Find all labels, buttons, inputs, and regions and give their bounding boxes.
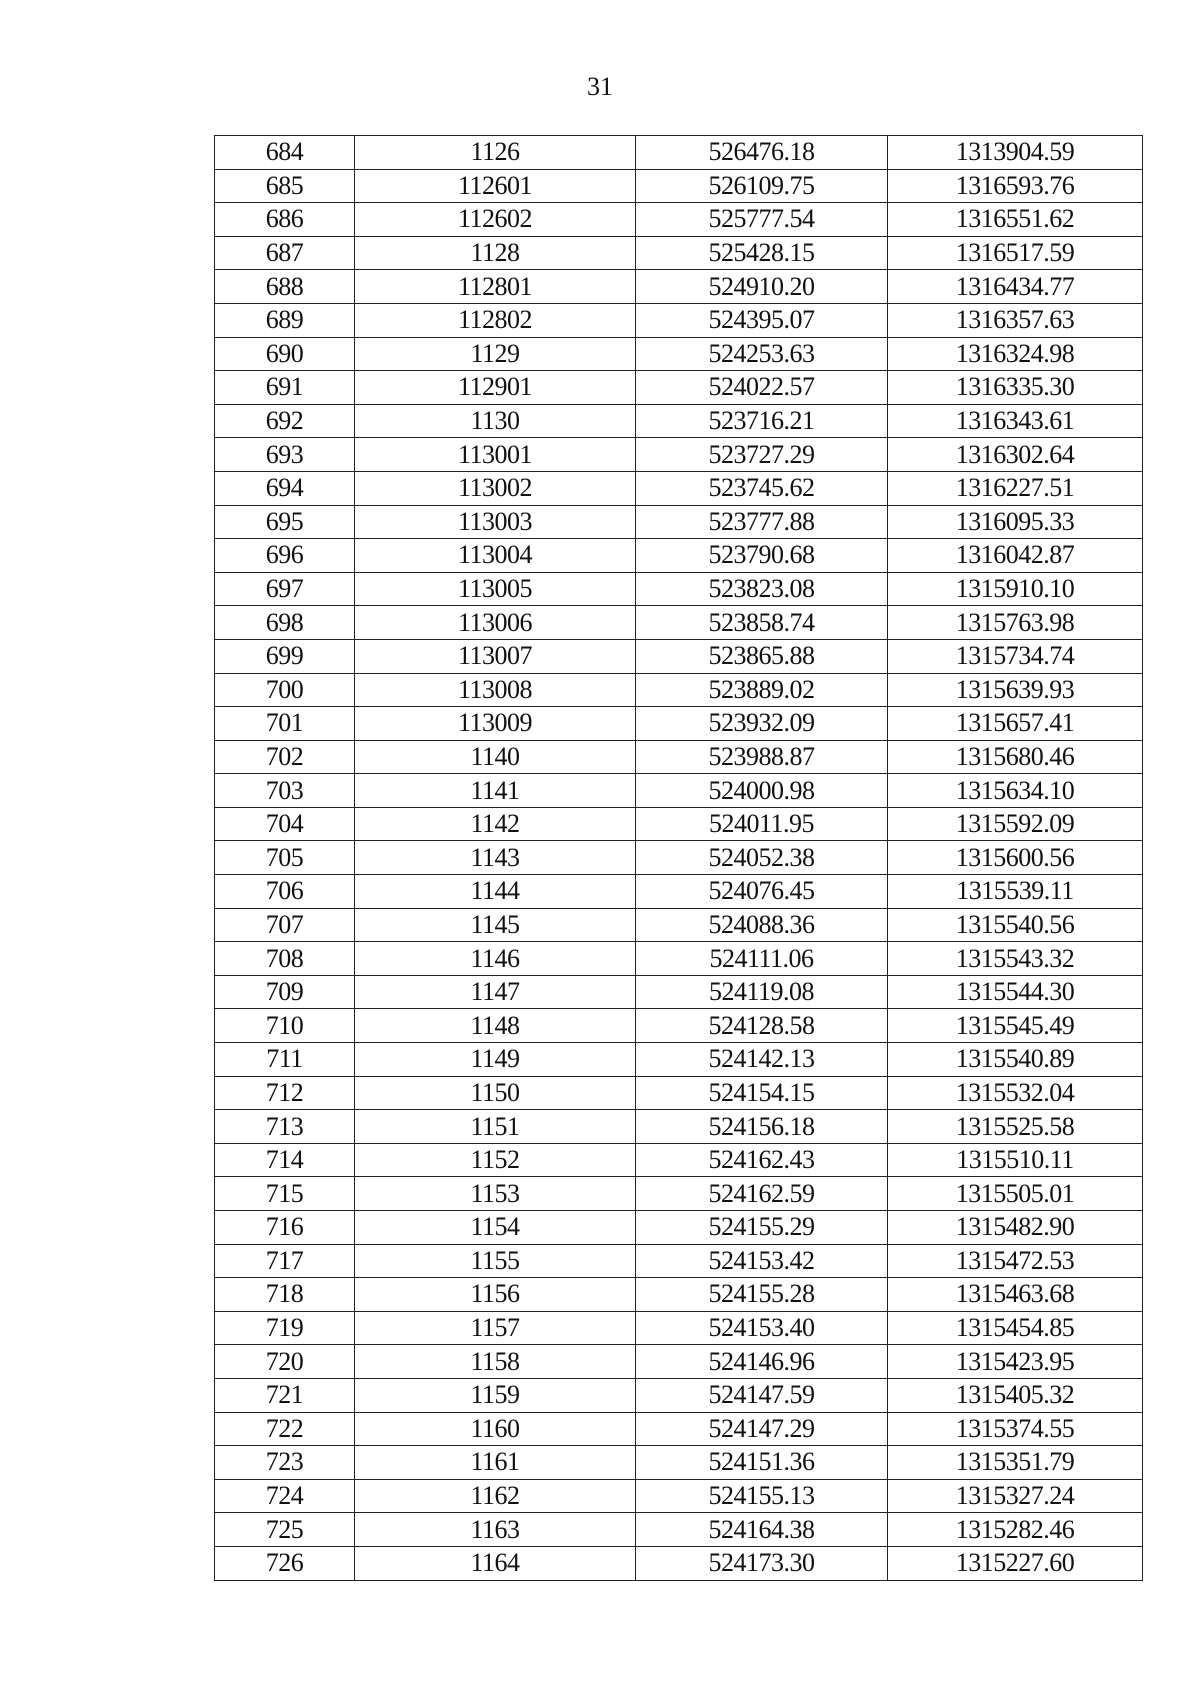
- x-coordinate-cell: 523988.87: [636, 740, 888, 774]
- row-number-cell: 693: [215, 438, 355, 472]
- row-number-cell: 696: [215, 539, 355, 573]
- x-coordinate-cell: 523777.88: [636, 505, 888, 539]
- row-number-cell: 690: [215, 337, 355, 371]
- table-row: [215, 203, 1143, 237]
- point-id-cell: 1160: [355, 1412, 636, 1446]
- table-row: [215, 1043, 1143, 1077]
- y-coordinate-cell: 1315405.32: [888, 1378, 1143, 1412]
- x-coordinate-cell: 524011.95: [636, 807, 888, 841]
- row-number-cell: 694: [215, 471, 355, 505]
- row-number-cell: 715: [215, 1177, 355, 1211]
- table-row: [215, 1278, 1143, 1312]
- x-coordinate-cell: 524142.13: [636, 1043, 888, 1077]
- x-coordinate-cell: 524173.30: [636, 1546, 888, 1580]
- table-row: [215, 942, 1143, 976]
- table-row: [215, 169, 1143, 203]
- x-coordinate-cell: 524111.06: [636, 942, 888, 976]
- y-coordinate-cell: 1315657.41: [888, 707, 1143, 741]
- row-number-cell: 685: [215, 169, 355, 203]
- x-coordinate-cell: 524153.40: [636, 1311, 888, 1345]
- x-coordinate-cell: 523727.29: [636, 438, 888, 472]
- y-coordinate-cell: 1315540.89: [888, 1043, 1143, 1077]
- row-number-cell: 684: [215, 136, 355, 170]
- row-number-cell: 720: [215, 1345, 355, 1379]
- row-number-cell: 699: [215, 639, 355, 673]
- row-number-cell: 700: [215, 673, 355, 707]
- table-row: [215, 975, 1143, 1009]
- row-number-cell: 704: [215, 807, 355, 841]
- point-id-cell: 1154: [355, 1211, 636, 1245]
- x-coordinate-cell: 523823.08: [636, 572, 888, 606]
- table-row: [215, 807, 1143, 841]
- table-row: [215, 1546, 1143, 1580]
- point-id-cell: 113007: [355, 639, 636, 673]
- point-id-cell: 113006: [355, 606, 636, 640]
- y-coordinate-cell: 1315525.58: [888, 1110, 1143, 1144]
- table-row: [215, 673, 1143, 707]
- y-coordinate-cell: 1315540.56: [888, 908, 1143, 942]
- x-coordinate-cell: 526109.75: [636, 169, 888, 203]
- y-coordinate-cell: 1316517.59: [888, 236, 1143, 270]
- y-coordinate-cell: 1315680.46: [888, 740, 1143, 774]
- table-row: [215, 236, 1143, 270]
- x-coordinate-cell: 524119.08: [636, 975, 888, 1009]
- point-id-cell: 1159: [355, 1378, 636, 1412]
- x-coordinate-cell: 524146.96: [636, 1345, 888, 1379]
- row-number-cell: 706: [215, 875, 355, 909]
- row-number-cell: 714: [215, 1143, 355, 1177]
- row-number-cell: 719: [215, 1311, 355, 1345]
- table-row: [215, 908, 1143, 942]
- x-coordinate-cell: 524154.15: [636, 1076, 888, 1110]
- table-row: [215, 1244, 1143, 1278]
- table-row: [215, 1513, 1143, 1547]
- table-row: [215, 1009, 1143, 1043]
- y-coordinate-cell: 1315910.10: [888, 572, 1143, 606]
- point-id-cell: 1130: [355, 404, 636, 438]
- table-row: [215, 572, 1143, 606]
- row-number-cell: 708: [215, 942, 355, 976]
- row-number-cell: 695: [215, 505, 355, 539]
- row-number-cell: 723: [215, 1446, 355, 1480]
- point-id-cell: 1156: [355, 1278, 636, 1312]
- y-coordinate-cell: 1313904.59: [888, 136, 1143, 170]
- y-coordinate-cell: 1315639.93: [888, 673, 1143, 707]
- point-id-cell: 1153: [355, 1177, 636, 1211]
- row-number-cell: 697: [215, 572, 355, 606]
- table-row: [215, 539, 1143, 573]
- y-coordinate-cell: 1316095.33: [888, 505, 1143, 539]
- y-coordinate-cell: 1315734.74: [888, 639, 1143, 673]
- point-id-cell: 1140: [355, 740, 636, 774]
- coordinates-table-body: [215, 136, 1143, 1581]
- point-id-cell: 112801: [355, 270, 636, 304]
- row-number-cell: 686: [215, 203, 355, 237]
- table-row: [215, 1110, 1143, 1144]
- point-id-cell: 1152: [355, 1143, 636, 1177]
- table-row: [215, 841, 1143, 875]
- y-coordinate-cell: 1315227.60: [888, 1546, 1143, 1580]
- x-coordinate-cell: 524253.63: [636, 337, 888, 371]
- x-coordinate-cell: 526476.18: [636, 136, 888, 170]
- table-row: [215, 639, 1143, 673]
- x-coordinate-cell: 524910.20: [636, 270, 888, 304]
- table-row: [215, 404, 1143, 438]
- row-number-cell: 702: [215, 740, 355, 774]
- row-number-cell: 698: [215, 606, 355, 640]
- x-coordinate-cell: 524153.42: [636, 1244, 888, 1278]
- x-coordinate-cell: 525428.15: [636, 236, 888, 270]
- row-number-cell: 718: [215, 1278, 355, 1312]
- point-id-cell: 1164: [355, 1546, 636, 1580]
- point-id-cell: 113004: [355, 539, 636, 573]
- point-id-cell: 1147: [355, 975, 636, 1009]
- point-id-cell: 112601: [355, 169, 636, 203]
- x-coordinate-cell: 524395.07: [636, 303, 888, 337]
- x-coordinate-cell: 524076.45: [636, 875, 888, 909]
- x-coordinate-cell: 523716.21: [636, 404, 888, 438]
- y-coordinate-cell: 1315532.04: [888, 1076, 1143, 1110]
- point-id-cell: 1141: [355, 774, 636, 808]
- x-coordinate-cell: 524155.13: [636, 1479, 888, 1513]
- y-coordinate-cell: 1315327.24: [888, 1479, 1143, 1513]
- x-coordinate-cell: 524162.43: [636, 1143, 888, 1177]
- table-row: [215, 606, 1143, 640]
- row-number-cell: 721: [215, 1378, 355, 1412]
- point-id-cell: 1148: [355, 1009, 636, 1043]
- point-id-cell: 1162: [355, 1479, 636, 1513]
- y-coordinate-cell: 1315539.11: [888, 875, 1143, 909]
- x-coordinate-cell: 523889.02: [636, 673, 888, 707]
- y-coordinate-cell: 1316227.51: [888, 471, 1143, 505]
- point-id-cell: 113008: [355, 673, 636, 707]
- point-id-cell: 1150: [355, 1076, 636, 1110]
- table-row: [215, 1143, 1143, 1177]
- x-coordinate-cell: 524022.57: [636, 371, 888, 405]
- table-row: [215, 1412, 1143, 1446]
- x-coordinate-cell: 524052.38: [636, 841, 888, 875]
- x-coordinate-cell: 524155.29: [636, 1211, 888, 1245]
- y-coordinate-cell: 1315544.30: [888, 975, 1143, 1009]
- point-id-cell: 1157: [355, 1311, 636, 1345]
- table-row: [215, 471, 1143, 505]
- x-coordinate-cell: 524162.59: [636, 1177, 888, 1211]
- y-coordinate-cell: 1315472.53: [888, 1244, 1143, 1278]
- row-number-cell: 726: [215, 1546, 355, 1580]
- row-number-cell: 725: [215, 1513, 355, 1547]
- row-number-cell: 717: [215, 1244, 355, 1278]
- y-coordinate-cell: 1315454.85: [888, 1311, 1143, 1345]
- point-id-cell: 113001: [355, 438, 636, 472]
- y-coordinate-cell: 1315510.11: [888, 1143, 1143, 1177]
- point-id-cell: 1158: [355, 1345, 636, 1379]
- point-id-cell: 112901: [355, 371, 636, 405]
- point-id-cell: 1143: [355, 841, 636, 875]
- point-id-cell: 1163: [355, 1513, 636, 1547]
- table-row: [215, 740, 1143, 774]
- y-coordinate-cell: 1315282.46: [888, 1513, 1143, 1547]
- row-number-cell: 688: [215, 270, 355, 304]
- y-coordinate-cell: 1315592.09: [888, 807, 1143, 841]
- y-coordinate-cell: 1316551.62: [888, 203, 1143, 237]
- row-number-cell: 692: [215, 404, 355, 438]
- x-coordinate-cell: 524147.59: [636, 1378, 888, 1412]
- coordinates-table: [214, 135, 1143, 1581]
- y-coordinate-cell: 1315374.55: [888, 1412, 1143, 1446]
- point-id-cell: 1128: [355, 236, 636, 270]
- x-coordinate-cell: 524151.36: [636, 1446, 888, 1480]
- x-coordinate-cell: 525777.54: [636, 203, 888, 237]
- table-row: [215, 438, 1143, 472]
- page-number: 31: [587, 72, 613, 101]
- table-row: [215, 1446, 1143, 1480]
- table-row: [215, 505, 1143, 539]
- y-coordinate-cell: 1316302.64: [888, 438, 1143, 472]
- row-number-cell: 687: [215, 236, 355, 270]
- point-id-cell: 1149: [355, 1043, 636, 1077]
- table-row: [215, 1076, 1143, 1110]
- x-coordinate-cell: 523858.74: [636, 606, 888, 640]
- y-coordinate-cell: 1316357.63: [888, 303, 1143, 337]
- y-coordinate-cell: 1315634.10: [888, 774, 1143, 808]
- row-number-cell: 707: [215, 908, 355, 942]
- point-id-cell: 112802: [355, 303, 636, 337]
- table-row: [215, 1211, 1143, 1245]
- y-coordinate-cell: 1316593.76: [888, 169, 1143, 203]
- row-number-cell: 711: [215, 1043, 355, 1077]
- row-number-cell: 712: [215, 1076, 355, 1110]
- table-row: [215, 875, 1143, 909]
- y-coordinate-cell: 1315463.68: [888, 1278, 1143, 1312]
- y-coordinate-cell: 1316324.98: [888, 337, 1143, 371]
- x-coordinate-cell: 524088.36: [636, 908, 888, 942]
- x-coordinate-cell: 524128.58: [636, 1009, 888, 1043]
- row-number-cell: 716: [215, 1211, 355, 1245]
- row-number-cell: 722: [215, 1412, 355, 1446]
- row-number-cell: 701: [215, 707, 355, 741]
- y-coordinate-cell: 1316343.61: [888, 404, 1143, 438]
- table-row: [215, 774, 1143, 808]
- row-number-cell: 709: [215, 975, 355, 1009]
- x-coordinate-cell: 524156.18: [636, 1110, 888, 1144]
- row-number-cell: 705: [215, 841, 355, 875]
- row-number-cell: 691: [215, 371, 355, 405]
- y-coordinate-cell: 1315482.90: [888, 1211, 1143, 1245]
- point-id-cell: 1145: [355, 908, 636, 942]
- table-row: [215, 303, 1143, 337]
- table-row: [215, 1177, 1143, 1211]
- x-coordinate-cell: 523932.09: [636, 707, 888, 741]
- table-row: [215, 136, 1143, 170]
- point-id-cell: 113005: [355, 572, 636, 606]
- table-row: [215, 1378, 1143, 1412]
- y-coordinate-cell: 1315351.79: [888, 1446, 1143, 1480]
- table-row: [215, 270, 1143, 304]
- point-id-cell: 1144: [355, 875, 636, 909]
- row-number-cell: 689: [215, 303, 355, 337]
- table-row: [215, 1345, 1143, 1379]
- table-row: [215, 707, 1143, 741]
- point-id-cell: 1146: [355, 942, 636, 976]
- x-coordinate-cell: 524000.98: [636, 774, 888, 808]
- y-coordinate-cell: 1316335.30: [888, 371, 1143, 405]
- y-coordinate-cell: 1315600.56: [888, 841, 1143, 875]
- x-coordinate-cell: 524164.38: [636, 1513, 888, 1547]
- point-id-cell: 1142: [355, 807, 636, 841]
- row-number-cell: 703: [215, 774, 355, 808]
- point-id-cell: 1129: [355, 337, 636, 371]
- point-id-cell: 113002: [355, 471, 636, 505]
- row-number-cell: 713: [215, 1110, 355, 1144]
- point-id-cell: 1151: [355, 1110, 636, 1144]
- x-coordinate-cell: 523790.68: [636, 539, 888, 573]
- y-coordinate-cell: 1315545.49: [888, 1009, 1143, 1043]
- point-id-cell: 112602: [355, 203, 636, 237]
- y-coordinate-cell: 1315505.01: [888, 1177, 1143, 1211]
- point-id-cell: 113009: [355, 707, 636, 741]
- y-coordinate-cell: 1316042.87: [888, 539, 1143, 573]
- x-coordinate-cell: 523865.88: [636, 639, 888, 673]
- point-id-cell: 113003: [355, 505, 636, 539]
- point-id-cell: 1126: [355, 136, 636, 170]
- row-number-cell: 724: [215, 1479, 355, 1513]
- table-row: [215, 337, 1143, 371]
- x-coordinate-cell: 524147.29: [636, 1412, 888, 1446]
- table-row: [215, 1311, 1143, 1345]
- x-coordinate-cell: 523745.62: [636, 471, 888, 505]
- point-id-cell: 1155: [355, 1244, 636, 1278]
- y-coordinate-cell: 1315543.32: [888, 942, 1143, 976]
- table-row: [215, 1479, 1143, 1513]
- row-number-cell: 710: [215, 1009, 355, 1043]
- y-coordinate-cell: 1315423.95: [888, 1345, 1143, 1379]
- y-coordinate-cell: 1315763.98: [888, 606, 1143, 640]
- x-coordinate-cell: 524155.28: [636, 1278, 888, 1312]
- y-coordinate-cell: 1316434.77: [888, 270, 1143, 304]
- table-row: [215, 371, 1143, 405]
- point-id-cell: 1161: [355, 1446, 636, 1480]
